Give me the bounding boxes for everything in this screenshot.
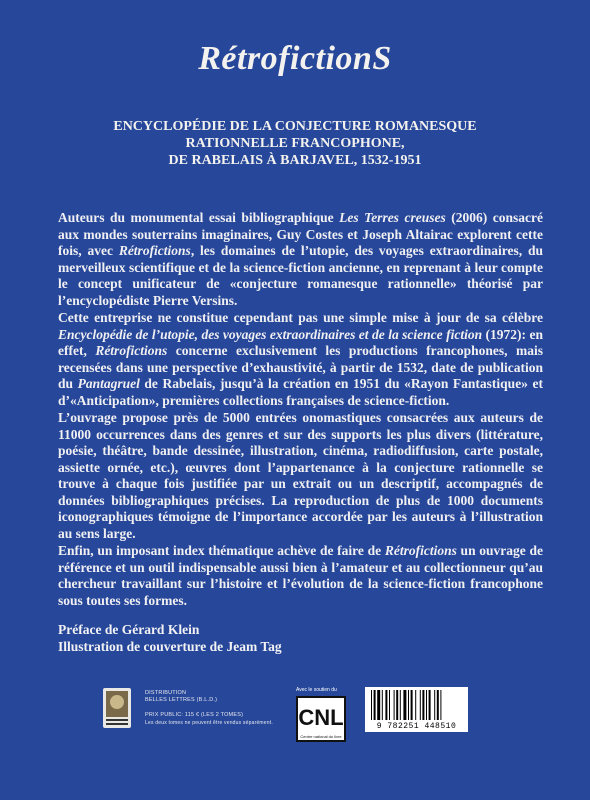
subtitle-line: RATIONNELLE FRANCOPHONE,: [185, 136, 405, 151]
cnl-logo: [296, 696, 346, 742]
cnl-logo-caption: Centre national du livre: [300, 734, 342, 739]
italic-title: Rétrofictions: [118, 243, 191, 258]
distribution-name: BELLES LETTRES (B.L.D.): [145, 697, 218, 703]
distribution-label: DISTRIBUTION: [145, 690, 187, 696]
text-run: (1972): en effet,: [58, 326, 543, 358]
cnl-logo-text: CNL: [298, 705, 344, 730]
distribution-info: [145, 690, 273, 726]
blurb-paragraph-3: L’ouvrage propose près de 5000 entrées onomastiques consacrées aux auteurs de 11000 occurrences dans des genres et sur des supports les plus divers (littérature, poésie, théâtre, bande dessinée, illustration, cinéma, radiodiffusion, carte postale, assiette ornée, etc.), œuvres dont l’appartenance à la conjecture rationnelle se trouve à chaque fois justifiée par un extrait ou un descriptif, accompagnés de données bibliographiques précises. La reproduction de plus de 1000 documents iconographiques témoigne de l’importance accordée par les auteurs à l’illustration au sens large.: [58, 410, 543, 541]
book-subtitle: [60, 118, 530, 169]
cnl-sponsor: [296, 687, 352, 745]
italic-title: Les Terres creuses: [339, 210, 446, 225]
text-run: Auteurs du monumental essai bibliographique: [58, 210, 340, 225]
illustration-credit: Illustration de couverture de Jeam Tag: [58, 639, 282, 654]
blurb-paragraph-2: [58, 310, 543, 409]
text-run: (2006) consacré aux mondes souterrains imaginaires, Guy Costes et Joseph Altairac explorent cette fois, avec: [58, 210, 543, 258]
barcode-bars: [371, 690, 462, 720]
subtitle-line: DE RABELAIS À BARJAVEL, 1532-1951: [168, 153, 422, 168]
preface-credit: Préface de Gérard Klein: [58, 622, 200, 637]
blurb-paragraph-4: [58, 543, 543, 609]
book-title: RétrofictionS: [198, 40, 392, 77]
cnl-support-text: Avec le soutien du: [296, 687, 337, 693]
blurb-text: [58, 210, 543, 610]
subtitle-line: ENCYCLOPÉDIE DE LA CONJECTURE ROMANESQUE: [113, 119, 477, 134]
italic-title: Rétrofictions: [384, 543, 457, 558]
text-run: concerne exclusivement les productions francophones, mais recensées dans une perspective d’exhaustivité, à partir de 1532, date de publication du: [58, 343, 543, 391]
blurb-paragraph-1: [58, 210, 543, 309]
price-label: PRIX PUBLIC: 115 € (LES 2 TOMES): [145, 712, 244, 718]
text-run: Enfin, un imposant index thématique achève de faire de: [58, 543, 385, 558]
publisher-logo: [103, 688, 131, 728]
italic-title: Encyclopédie de l’utopie, des voyages extraordinaires et de la science fiction: [58, 326, 483, 342]
isbn-barcode: [365, 687, 468, 732]
credits: [58, 621, 458, 655]
italic-title: Rétrofictions: [95, 343, 168, 358]
text-run: , les domaines de l’utopie, des voyages extraordinaires, du merveilleux scientifique et de la science-fiction ancienne, en reprenant à leur compte le concept unificateur de «conjecture romanesque rationnelle» théorisé par l’encyclopédiste Pierre Versins.: [58, 243, 543, 308]
text-run: de Rabelais, jusqu’à la création en 1951 du «Rayon Fantastique» et d’«Anticipation», premières collections françaises de science-fiction.: [58, 376, 543, 408]
sale-note: Les deux tomes ne peuvent être vendus séparément.: [145, 720, 273, 726]
text-run: un ouvrage de référence et un outil indispensable aussi bien à l’amateur et au collectionneur qu’au chercheur travaillant sur l’histoire et l’évolution de la science-fiction francophone sous toutes ses formes.: [58, 543, 543, 608]
text-run: Cette entreprise ne constitue cependant pas une simple mise à jour de sa célèbre: [58, 310, 543, 325]
barcode-digits: 9 782251 448510: [376, 722, 457, 731]
italic-title: Pantagruel: [77, 376, 140, 391]
